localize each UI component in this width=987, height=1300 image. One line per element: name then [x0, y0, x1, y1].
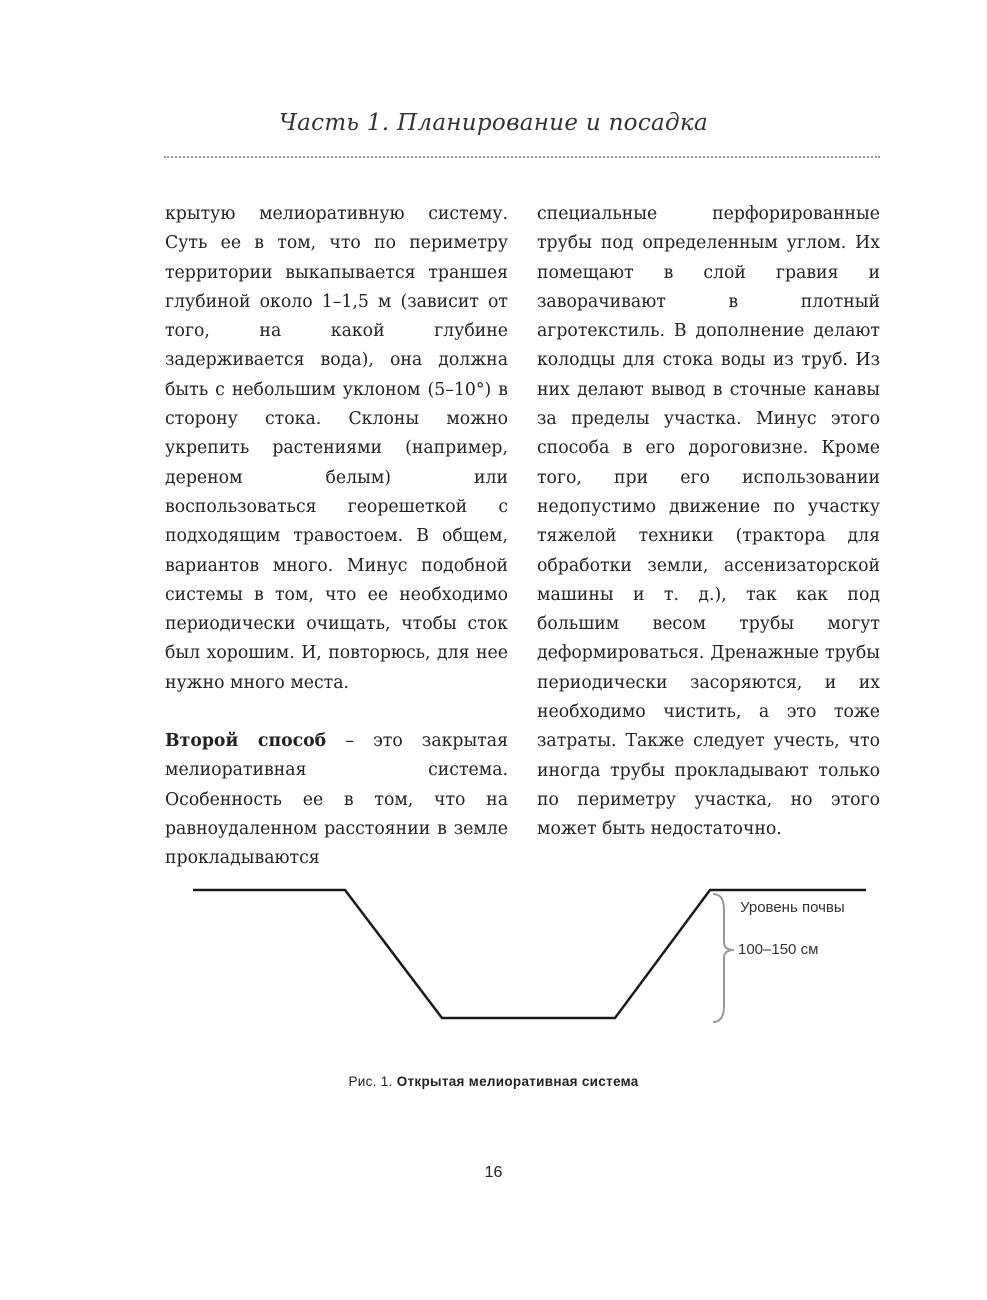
caption-prefix: Рис. 1. — [348, 1074, 393, 1089]
header-divider — [164, 156, 880, 158]
depth-label: 100–150 см — [738, 941, 819, 958]
soil-level-label: Уровень почвы — [740, 899, 845, 916]
left-column — [165, 200, 508, 874]
figure-caption — [0, 1074, 987, 1089]
paragraph-lead-bold: Второй способ — [165, 731, 327, 752]
depth-brace — [713, 894, 734, 1022]
left-paragraph-1: крытую мелиоративную систему. Суть ее в том, что по периметру территории выкапывается траншея глубиной около 1–1,5 м (зависит от того, на какой глубине задерживается вода), она должна быть с небольшим уклоном (5–10°) в сторону стока. Склоны можно укрепить растениями (например, дереном белым) или воспользоваться георешеткой с подходящим травостоем. В общем, вариантов много. Минус подобной системы в том, что ее необходимо периодически очищать, чтобы сток был хорошим. И, повторюсь, для нее нужно много места. — [165, 204, 508, 693]
caption-title: Открытая мелиоративная система — [396, 1074, 639, 1089]
running-header: Часть 1. Планирование и посадка — [279, 110, 708, 136]
right-paragraph-1: специальные перфорированные трубы под определенным углом. Их помещают в слой гравия и заворачивают в плотный агротекстиль. В дополнение делают колодцы для стока воды из труб. Из них делают вывод в сточные канавы за пределы участка. Минус этого способа в его дороговизне. Кроме того, при его использовании недопустимо движение по участку тяжелой техники (трактора для обработки земли, ассенизаторской машины и т. д.), так как под большим весом трубы могут деформироваться. Дренажные трубы периодически засоряются, и их необходимо чистить, а это тоже затраты. Также следует учесть, что иногда трубы прокладывают только по периметру участка, но этого может быть недостаточно. — [537, 204, 880, 840]
paragraph-2-text: – это закрытая мелиоративная система. Особенность ее в том, что на равноудаленном расстоянии в земле прокладываются — [165, 731, 508, 869]
trench-diagram — [0, 860, 987, 1040]
page-number: 16 — [484, 1164, 503, 1181]
trench-figure — [0, 860, 987, 1040]
left-paragraph-2 — [165, 727, 508, 873]
right-column — [537, 200, 880, 845]
